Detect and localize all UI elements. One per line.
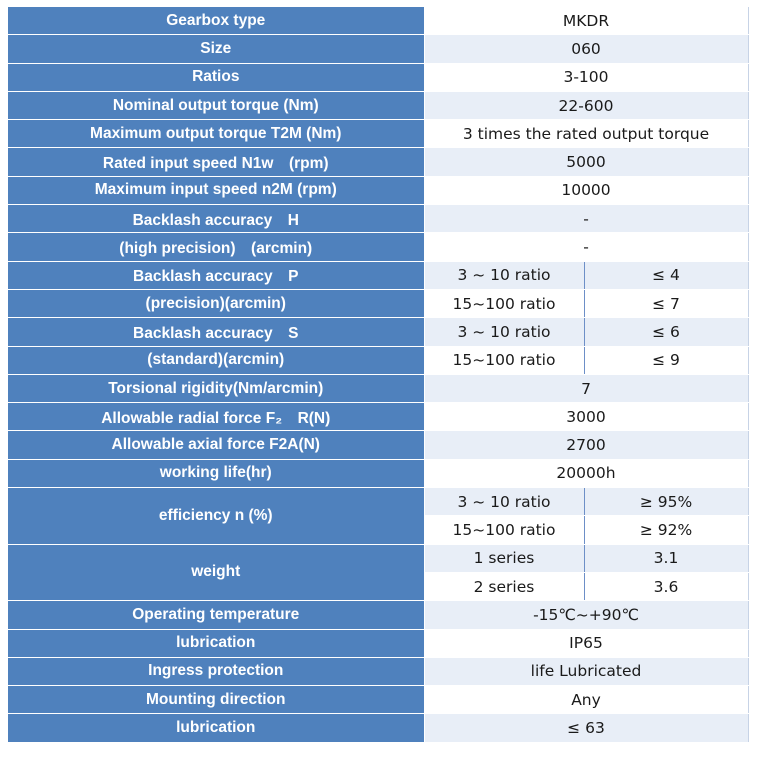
row-ratios bbox=[8, 63, 748, 91]
row-backlash-h-2 bbox=[8, 233, 748, 261]
value-backlash-h-1: - bbox=[424, 205, 748, 233]
value-rigidity: 7 bbox=[424, 374, 748, 402]
value-axial-force: 2700 bbox=[424, 431, 748, 459]
row-backlash-s-2 bbox=[8, 346, 748, 374]
label-backlash-h-line2: (high precision) (arcmin) bbox=[8, 233, 424, 261]
label-gearbox-type: Gearbox type bbox=[8, 7, 424, 35]
value-operating-temp: -15℃~+90℃ bbox=[424, 601, 748, 629]
row-backlash-h-1 bbox=[8, 205, 748, 233]
value-ingress: life Lubricated bbox=[424, 657, 748, 685]
label-operating-temp: Operating temperature bbox=[8, 601, 424, 629]
ratio-backlash-p-1: 3 ~ 10 ratio bbox=[424, 261, 584, 289]
row-mounting bbox=[8, 686, 748, 714]
row-weight-1 bbox=[8, 544, 748, 572]
label-lubrication-2: lubrication bbox=[8, 714, 424, 742]
value-max-speed: 10000 bbox=[424, 176, 748, 204]
ratio-backlash-s-2: 15~100 ratio bbox=[424, 346, 584, 374]
ratio-efficiency-1: 3 ~ 10 ratio bbox=[424, 488, 584, 516]
value-lubrication-1: IP65 bbox=[424, 629, 748, 657]
value-gearbox-type: MKDR bbox=[424, 7, 748, 35]
value-ratios: 3-100 bbox=[424, 63, 748, 91]
value-backlash-s-1: ≤ 6 bbox=[584, 318, 748, 346]
value-efficiency-2: ≥ 92% bbox=[584, 516, 748, 544]
label-size: Size bbox=[8, 35, 424, 63]
row-nominal-torque bbox=[8, 91, 748, 119]
row-lubrication-1 bbox=[8, 629, 748, 657]
value-backlash-h-2: - bbox=[424, 233, 748, 261]
value-mounting: Any bbox=[424, 686, 748, 714]
value-weight-1: 3.1 bbox=[584, 544, 748, 572]
ratio-backlash-p-2: 15~100 ratio bbox=[424, 289, 584, 317]
label-mounting: Mounting direction bbox=[8, 686, 424, 714]
value-max-torque: 3 times the rated output torque bbox=[424, 120, 748, 148]
row-backlash-s-1 bbox=[8, 318, 748, 346]
row-rigidity bbox=[8, 374, 748, 402]
row-axial-force bbox=[8, 431, 748, 459]
row-ingress bbox=[8, 657, 748, 685]
series-weight-1: 1 series bbox=[424, 544, 584, 572]
row-efficiency-1 bbox=[8, 488, 748, 516]
label-max-torque: Maximum output torque T2M (Nm) bbox=[8, 120, 424, 148]
label-nominal-torque: Nominal output torque (Nm) bbox=[8, 91, 424, 119]
label-rated-speed: Rated input speed N1w (rpm) bbox=[8, 148, 424, 176]
value-backlash-s-2: ≤ 9 bbox=[584, 346, 748, 374]
label-radial-force: Allowable radial force F₂ R(N) bbox=[8, 403, 424, 431]
value-weight-2: 3.6 bbox=[584, 572, 748, 600]
label-backlash-s-line2: (standard)(arcmin) bbox=[8, 346, 424, 374]
value-working-life: 20000h bbox=[424, 459, 748, 487]
label-efficiency: efficiency n (%) bbox=[8, 488, 424, 545]
value-backlash-p-1: ≤ 4 bbox=[584, 261, 748, 289]
label-backlash-s-line1: Backlash accuracy S bbox=[8, 318, 424, 346]
value-size: 060 bbox=[424, 35, 748, 63]
label-axial-force: Allowable axial force F2A(N) bbox=[8, 431, 424, 459]
label-rigidity: Torsional rigidity(Nm/arcmin) bbox=[8, 374, 424, 402]
series-weight-2: 2 series bbox=[424, 572, 584, 600]
ratio-efficiency-2: 15~100 ratio bbox=[424, 516, 584, 544]
label-backlash-p-line1: Backlash accuracy P bbox=[8, 261, 424, 289]
value-rated-speed: 5000 bbox=[424, 148, 748, 176]
label-ratios: Ratios bbox=[8, 63, 424, 91]
label-weight: weight bbox=[8, 544, 424, 601]
row-backlash-p-1 bbox=[8, 261, 748, 289]
row-lubrication-2 bbox=[8, 714, 748, 742]
value-radial-force: 3000 bbox=[424, 403, 748, 431]
row-max-torque bbox=[8, 120, 748, 148]
label-working-life: working life(hr) bbox=[8, 459, 424, 487]
row-max-speed bbox=[8, 176, 748, 204]
row-rated-speed bbox=[8, 148, 748, 176]
label-backlash-p-line2: (precision)(arcmin) bbox=[8, 289, 424, 317]
row-operating-temp bbox=[8, 601, 748, 629]
row-size bbox=[8, 35, 748, 63]
row-working-life bbox=[8, 459, 748, 487]
row-gearbox-type bbox=[8, 7, 748, 35]
label-lubrication-1: lubrication bbox=[8, 629, 424, 657]
value-nominal-torque: 22-600 bbox=[424, 91, 748, 119]
specification-table bbox=[8, 7, 749, 743]
label-backlash-h-line1: Backlash accuracy H bbox=[8, 205, 424, 233]
ratio-backlash-s-1: 3 ~ 10 ratio bbox=[424, 318, 584, 346]
row-backlash-p-2 bbox=[8, 289, 748, 317]
label-ingress: Ingress protection bbox=[8, 657, 424, 685]
label-max-speed: Maximum input speed n2M (rpm) bbox=[8, 176, 424, 204]
value-efficiency-1: ≥ 95% bbox=[584, 488, 748, 516]
value-backlash-p-2: ≤ 7 bbox=[584, 289, 748, 317]
value-lubrication-2: ≤ 63 bbox=[424, 714, 748, 742]
row-radial-force bbox=[8, 403, 748, 431]
